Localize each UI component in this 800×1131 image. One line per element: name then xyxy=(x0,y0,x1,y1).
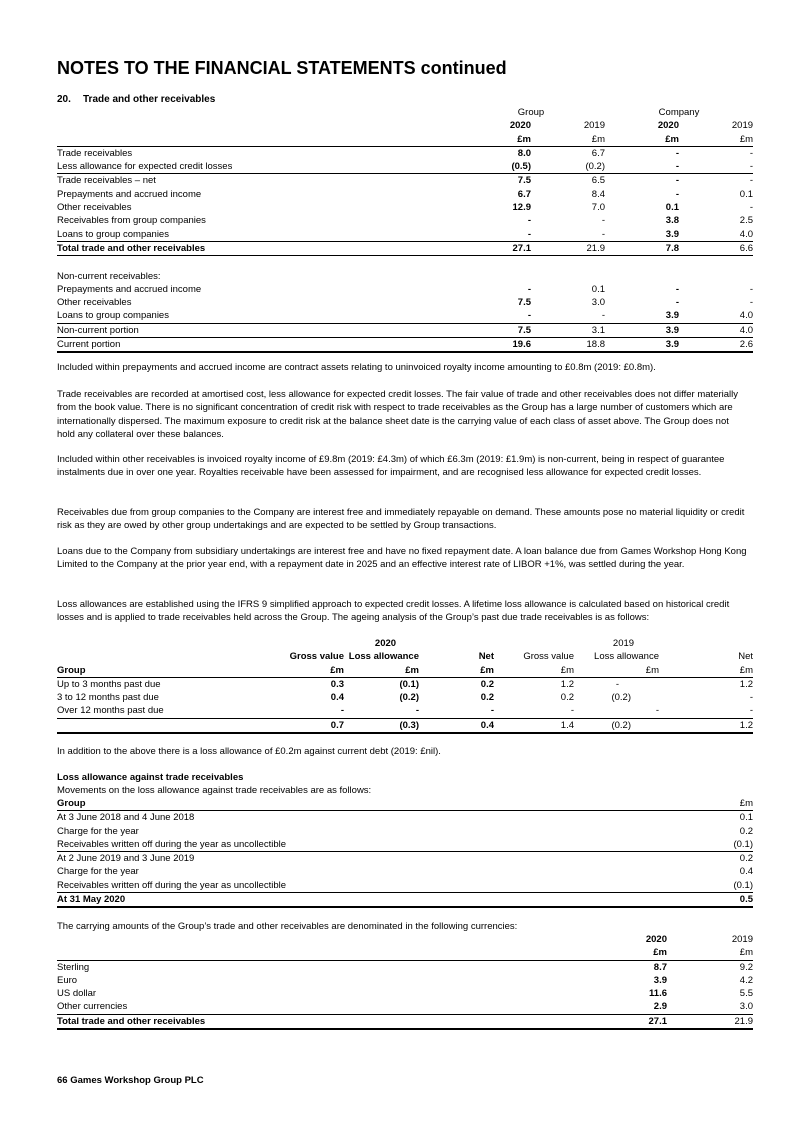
cell: - xyxy=(494,704,574,718)
cell: - xyxy=(277,704,344,718)
cell: 0.4 xyxy=(419,718,494,733)
total-row xyxy=(57,1014,753,1029)
page-footer: 66 Games Workshop Group PLC xyxy=(57,1075,204,1086)
cell: 3.8 xyxy=(665,215,679,227)
cell: 3.0 xyxy=(667,1000,753,1014)
cell: 3.1 xyxy=(531,323,605,337)
row-label: Prepayments and accrued income xyxy=(57,188,202,200)
cell: 6.7 xyxy=(591,147,605,159)
total-row xyxy=(57,241,753,255)
cell: 6.6 xyxy=(679,241,753,255)
paragraph: Loss allowances are established using the IFRS 9 simplified approach to expected credit losses. A lifetime loss allowance is calculated based on historical credit losses and is applied to trade receivables held across the Group. The ageing analysis of the Group’s past due trade receivables is as follows: xyxy=(57,599,730,624)
unit-header: £m xyxy=(597,946,667,960)
row-label: Sterling xyxy=(57,961,90,973)
cell: 0.3 xyxy=(330,678,344,690)
cell: 19.6 xyxy=(457,338,531,353)
unit-header: £m xyxy=(605,133,679,147)
paragraph: Included within prepayments and accrued income are contract assets relating to uninvoiced royalty income amounting to £0.8m (2019: £0.8m). xyxy=(57,362,656,373)
cell: - xyxy=(675,188,679,200)
cell: 3.9 xyxy=(605,338,679,353)
column-header: Loss allowance xyxy=(348,651,419,663)
row-label: Trade receivables xyxy=(57,147,133,159)
cell: 0.1 xyxy=(665,202,679,214)
cell: 3.9 xyxy=(653,974,667,986)
row-label: Prepayments and accrued income xyxy=(57,283,202,295)
cell: 2.6 xyxy=(679,338,753,353)
year-header: 2019 xyxy=(731,120,754,132)
cell: 3.9 xyxy=(605,323,679,337)
row-label: Receivables written off during the year as uncollectible xyxy=(57,838,657,852)
cell: 0.1 xyxy=(739,188,754,200)
cell: 0.2 xyxy=(480,678,494,690)
cell: 7.0 xyxy=(591,202,605,214)
cell: - xyxy=(749,175,754,187)
unit-header: £m xyxy=(667,946,753,960)
table-row xyxy=(57,296,753,309)
unit-header: £m xyxy=(574,664,659,678)
currencies-table xyxy=(57,933,753,1030)
loss-allowance-heading: Loss allowance against trade receivables xyxy=(57,772,244,783)
section-number: 20. xyxy=(57,94,71,105)
cell: 1.2 xyxy=(739,678,753,690)
loss-allowance-table-wrap xyxy=(57,797,753,908)
paragraph: Loans due to the Company from subsidiary undertakings are interest free and have no fixed repayment date. A loan balance due from Games Workshop Hong Kong Limited to the Company at the prior year end, with a repayment date in 2025 and an effective interest rate of LIBOR +1%, was settled during the year. xyxy=(57,546,747,571)
section-heading xyxy=(57,94,215,105)
row-label: US dollar xyxy=(57,988,97,1000)
group-label: Group xyxy=(57,797,657,811)
total-row xyxy=(57,718,753,733)
cell: - xyxy=(344,704,419,718)
cell: 0.2 xyxy=(739,825,753,837)
table-row xyxy=(57,188,753,201)
cell: (0.2) xyxy=(531,160,605,174)
unit-header: £m xyxy=(344,664,419,678)
receivables-table xyxy=(57,106,753,353)
table-row xyxy=(57,1000,753,1014)
row-label: Euro xyxy=(57,974,78,986)
row-label: Non-current receivables: xyxy=(57,270,161,282)
table-row xyxy=(57,309,753,323)
row-label: Up to 3 months past due xyxy=(57,678,161,690)
ageing-table xyxy=(57,637,753,734)
cell: 0.1 xyxy=(739,812,753,824)
company-header: Company xyxy=(658,107,700,118)
table-row xyxy=(57,825,753,838)
cell: 3.9 xyxy=(605,228,679,242)
table-row xyxy=(57,214,753,227)
cell: 4.0 xyxy=(679,309,753,323)
paragraph: Receivables due from group companies to the Company are interest free and immediately repayable on demand. These amounts pose no material liquidity or credit risk as they are owed by other group undertakings and are expected to be settled by Group transactions. xyxy=(57,507,745,532)
unit-header: £m xyxy=(457,133,531,147)
cell: - xyxy=(527,283,531,295)
table-row xyxy=(57,338,753,353)
row-label: Charge for the year xyxy=(57,825,139,837)
table-row xyxy=(57,270,753,283)
column-header: Net xyxy=(478,651,494,663)
row-label xyxy=(57,718,277,733)
row-label: Loans to group companies xyxy=(57,228,457,242)
table-row xyxy=(57,811,753,825)
ageing-table-wrap xyxy=(57,637,753,734)
cell: (0.2) xyxy=(399,692,419,704)
row-label: Other receivables xyxy=(57,297,132,309)
cell: 3.9 xyxy=(605,309,679,323)
cell: - xyxy=(457,228,531,242)
table-row xyxy=(57,838,753,852)
cell: 27.1 xyxy=(457,241,531,255)
row-label: Receivables written off during the year as uncollectible xyxy=(57,879,657,893)
cell: - xyxy=(531,228,605,242)
cell: 12.9 xyxy=(512,202,531,214)
row-label: Total trade and other receivables xyxy=(57,241,457,255)
page-title: NOTES TO THE FINANCIAL STATEMENTS continued xyxy=(57,58,507,78)
cell: 0.2 xyxy=(480,692,494,704)
cell: 21.9 xyxy=(667,1014,753,1029)
unit-header: £m xyxy=(659,664,753,678)
cell: (0.2) xyxy=(611,692,631,704)
unit-header: £m xyxy=(657,797,753,811)
row-label: Receivables from group companies xyxy=(57,215,206,227)
cell: (0.5) xyxy=(457,160,531,174)
cell: 5.5 xyxy=(739,988,753,1000)
row-label: Other receivables xyxy=(57,202,132,214)
cell: - xyxy=(531,309,605,323)
cell: - xyxy=(679,160,753,174)
year-header: 2020 xyxy=(509,120,531,132)
cell: 1.2 xyxy=(560,678,574,690)
cell: (0.3) xyxy=(344,718,419,733)
paragraph: Trade receivables are recorded at amortised cost, less allowance for expected credit losses. The fair value of trade and other receivables does not differ materially from the book value. There is no significant concentration of credit risk with respect to trade receivables as the Group has a large number of customers which are internationally dispersed. The maximum exposure to credit risk at the balance sheet date is the carrying value of each class of asset above. The Group does not hold any collateral over these balances. xyxy=(57,389,739,440)
loss-allowance-table xyxy=(57,797,753,908)
cell: 8.0 xyxy=(517,147,531,159)
row-label: Current portion xyxy=(57,338,457,353)
row-label: Trade receivables – net xyxy=(57,175,156,187)
row-label: Non-current portion xyxy=(57,323,457,337)
year-2020-header: 2020 xyxy=(374,638,397,649)
cell: 0.5 xyxy=(657,893,753,908)
table-row xyxy=(57,865,753,878)
cell: - xyxy=(675,297,679,309)
table-row xyxy=(57,960,753,974)
cell: - xyxy=(419,704,494,718)
paragraph: Included within other receivables is invoiced royalty income of £9.8m (2019: £4.3m) of which £6.3m (2019: £1.9m) is non-current, being in respect of guarantee instalments due in over one year. Royalties receivable have been assessed for impairment, and are recognised less allowance for expected credit losses. xyxy=(57,454,725,479)
row-label: At 31 May 2020 xyxy=(57,893,657,908)
cell: 0.4 xyxy=(739,866,753,878)
table-row xyxy=(57,704,753,718)
cell: 8.4 xyxy=(591,188,605,200)
year-header: 2019 xyxy=(583,120,605,132)
unit-header: £m xyxy=(277,664,344,678)
cell: (0.1) xyxy=(399,678,419,690)
cell: - xyxy=(749,202,754,214)
table-row xyxy=(57,174,753,188)
cell: 1.2 xyxy=(659,718,753,733)
total-row xyxy=(57,893,753,908)
column-header: Gross value xyxy=(289,651,344,663)
table-row xyxy=(57,677,753,691)
row-label: Charge for the year xyxy=(57,866,139,878)
row-label: Total trade and other receivables xyxy=(57,1014,597,1029)
cell: - xyxy=(749,147,754,159)
table-row xyxy=(57,201,753,214)
table-row xyxy=(57,974,753,987)
year-header: 2020 xyxy=(645,934,667,945)
cell: 18.8 xyxy=(531,338,605,353)
row-label: 3 to 12 months past due xyxy=(57,692,159,704)
cell: 27.1 xyxy=(597,1014,667,1029)
cell: 4.0 xyxy=(679,228,753,242)
cell: 9.2 xyxy=(739,961,753,973)
cell: 1.4 xyxy=(494,718,574,733)
year-header: 2020 xyxy=(657,120,679,132)
cell: 0.4 xyxy=(330,692,344,704)
year-header: 2019 xyxy=(731,934,753,945)
table-row xyxy=(57,160,753,174)
column-header: Loss allowance xyxy=(594,651,659,663)
cell: 7.5 xyxy=(517,175,531,187)
column-header: Gross value xyxy=(523,651,574,663)
cell: 21.9 xyxy=(531,241,605,255)
cell: - xyxy=(749,297,754,309)
cell: 8.7 xyxy=(653,961,667,973)
cell: 0.7 xyxy=(277,718,344,733)
table-row xyxy=(57,323,753,337)
column-header: Net xyxy=(738,651,753,663)
year-2019-header: 2019 xyxy=(612,638,635,649)
unit-header: £m xyxy=(494,664,574,678)
cell: 11.6 xyxy=(649,988,667,1000)
cell: 7.5 xyxy=(457,323,531,337)
table-row xyxy=(57,283,753,296)
cell: (0.1) xyxy=(657,838,753,852)
unit-header: £m xyxy=(531,133,605,147)
cell: - xyxy=(675,283,679,295)
cell: 0.1 xyxy=(591,283,605,295)
cell: 3.0 xyxy=(591,297,605,309)
row-label: At 2 June 2019 and 3 June 2019 xyxy=(57,853,195,865)
paragraph: In addition to the above there is a loss allowance of £0.2m against current debt (2019: £nil). xyxy=(57,746,441,757)
row-label: Less allowance for expected credit losses xyxy=(57,160,457,174)
table-row xyxy=(57,987,753,1000)
cell: 4.0 xyxy=(679,323,753,337)
table-row xyxy=(57,146,753,160)
cell: 7.5 xyxy=(517,297,531,309)
cell: - xyxy=(749,692,753,704)
cell: (0.2) xyxy=(574,718,659,733)
section-title: Trade and other receivables xyxy=(83,94,216,105)
cell: 2.5 xyxy=(739,215,754,227)
group-label: Group xyxy=(57,664,277,678)
row-label: Other currencies xyxy=(57,1000,597,1014)
table-row xyxy=(57,852,753,866)
cell: - xyxy=(574,704,659,718)
cell: - xyxy=(749,283,754,295)
unit-header: £m xyxy=(419,664,494,678)
table-row xyxy=(57,228,753,242)
cell: 0.2 xyxy=(739,853,753,865)
cell: 6.5 xyxy=(591,175,605,187)
receivables-table-wrap xyxy=(57,106,753,353)
cell: 2.9 xyxy=(597,1000,667,1014)
unit-header: £m xyxy=(679,133,753,147)
table-row xyxy=(57,691,753,704)
currencies-table-wrap xyxy=(57,933,753,1030)
currencies-intro: The carrying amounts of the Group’s trade and other receivables are denominated in the following currencies: xyxy=(57,921,518,932)
cell: - xyxy=(527,215,531,227)
cell: 6.7 xyxy=(517,188,531,200)
cell: 4.2 xyxy=(739,974,753,986)
cell: - xyxy=(615,678,619,690)
cell: - xyxy=(675,175,679,187)
row-label: At 3 June 2018 and 4 June 2018 xyxy=(57,812,195,824)
cell: - xyxy=(675,147,679,159)
cell: (0.1) xyxy=(657,879,753,893)
cell: - xyxy=(457,309,531,323)
row-label: Over 12 months past due xyxy=(57,704,277,718)
cell: - xyxy=(605,160,679,174)
cell: 7.8 xyxy=(605,241,679,255)
row-label: Loans to group companies xyxy=(57,309,457,323)
group-header: Group xyxy=(517,107,545,118)
table-row xyxy=(57,879,753,893)
cell: 0.2 xyxy=(560,692,574,704)
cell: - xyxy=(659,704,753,718)
cell: - xyxy=(601,215,605,227)
loss-allowance-intro: Movements on the loss allowance against trade receivables are as follows: xyxy=(57,785,372,796)
